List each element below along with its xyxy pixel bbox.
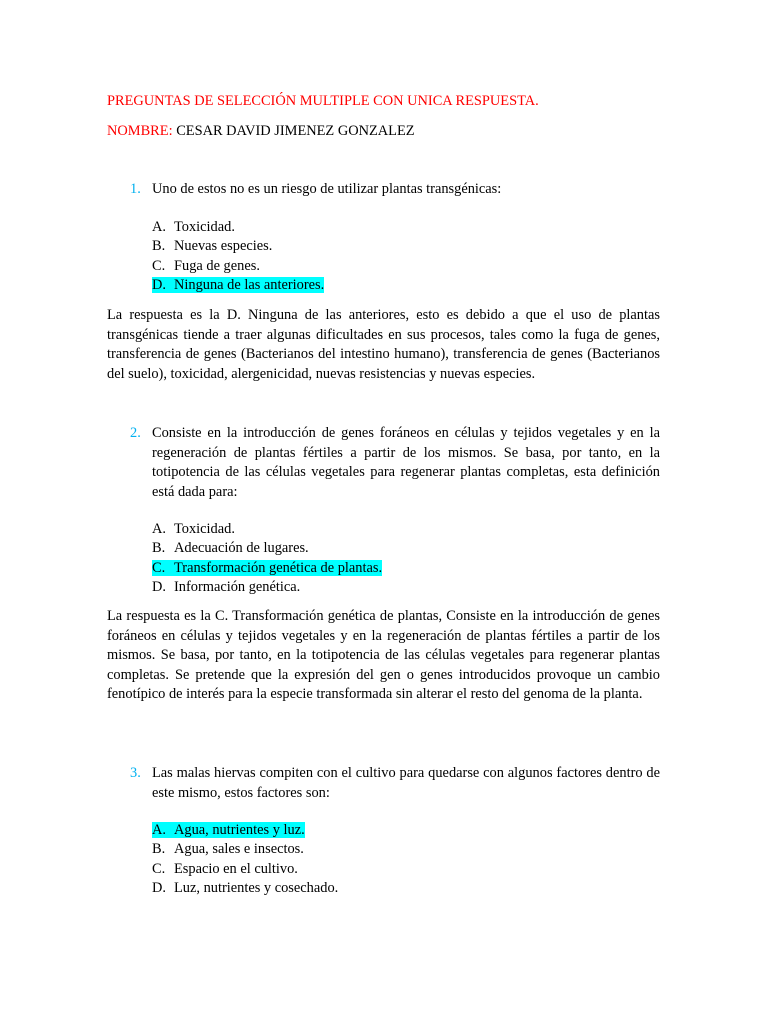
option-list — [152, 520, 382, 597]
option-a-correct — [152, 821, 338, 840]
question-text: Consiste en la introducción de genes foráneos en células y tejidos vegetales y en la regeneración de plantas fértiles a partir de los mismos. Se basa, por tanto, en la totipotencia de las células vegetales para regenerar plantas completas, esta definición está dada para: — [152, 425, 660, 500]
option-a: A. Toxicidad. — [152, 219, 235, 235]
option-a: A. Toxicidad. — [152, 521, 235, 537]
question-number: 1. — [130, 181, 141, 197]
correct-answer-highlight: D. Ninguna de las anteriores. — [152, 276, 325, 293]
option-b: B. Adecuación de lugares. — [152, 540, 309, 557]
option-b: B. Agua, sales e insectos. — [152, 841, 304, 858]
answer-explanation-1: La respuesta es la D. Ninguna de las anteriores, esto es debido a que el uso de plantas transgénicas tiende a traer algunas dificultades en sus procesos, tales como la fuga de genes, transferencia de genes (Bacterianos del intestino humano), transferencia de genes (Bacterianos del suelo), toxicidad, alergenicidad, nuevas resistencias y nuevas especies. — [107, 307, 660, 382]
name-line — [107, 122, 415, 142]
question-2 — [107, 424, 660, 595]
option-d: D. Luz, nutrientes y cosechado. — [152, 879, 339, 896]
question-3 — [107, 764, 660, 896]
document-title: PREGUNTAS DE SELECCIÓN MULTIPLE CON UNICA RESPUESTA. — [107, 93, 539, 109]
question-number: 2. — [130, 425, 141, 441]
option-d-correct — [152, 276, 324, 295]
option-c: C. Espacio en el cultivo. — [152, 860, 298, 877]
option-d: D. Información genética. — [152, 578, 301, 595]
option-b: B. Nuevas especies. — [152, 238, 273, 255]
question-text: Las malas hiervas compiten con el cultivo para quedarse con algunos factores dentro de este mismo, estos factores son: — [152, 765, 660, 801]
option-list — [152, 821, 338, 898]
question-number: 3. — [130, 765, 141, 781]
name-value: CESAR DAVID JIMENEZ GONZALEZ — [176, 123, 415, 139]
correct-answer-highlight: A. Agua, nutrientes y luz. — [152, 822, 305, 838]
name-label: NOMBRE: — [107, 123, 173, 139]
question-text: Uno de estos no es un riesgo de utilizar plantas transgénicas: — [152, 181, 502, 197]
question-1 — [107, 180, 660, 293]
answer-explanation-2: La respuesta es la C. Transformación genética de plantas, Consiste en la introducción de genes foráneos en células y tejidos vegetales y en la regeneración de plantas fértiles a partir de los mismos. Se basa, por tanto, en la totipotencia de las células vegetales para regenerar plantas completas. Se pretende que la expresión del gen o genes introducidos provoque un cambio fenotípico de interés para la especie transformada sin alterar el resto del genoma de la planta. — [107, 608, 660, 702]
option-c: C. Fuga de genes. — [152, 257, 260, 274]
option-c-correct — [152, 559, 382, 578]
correct-answer-highlight: C. Transformación genética de plantas. — [152, 559, 383, 576]
option-list — [152, 218, 324, 295]
